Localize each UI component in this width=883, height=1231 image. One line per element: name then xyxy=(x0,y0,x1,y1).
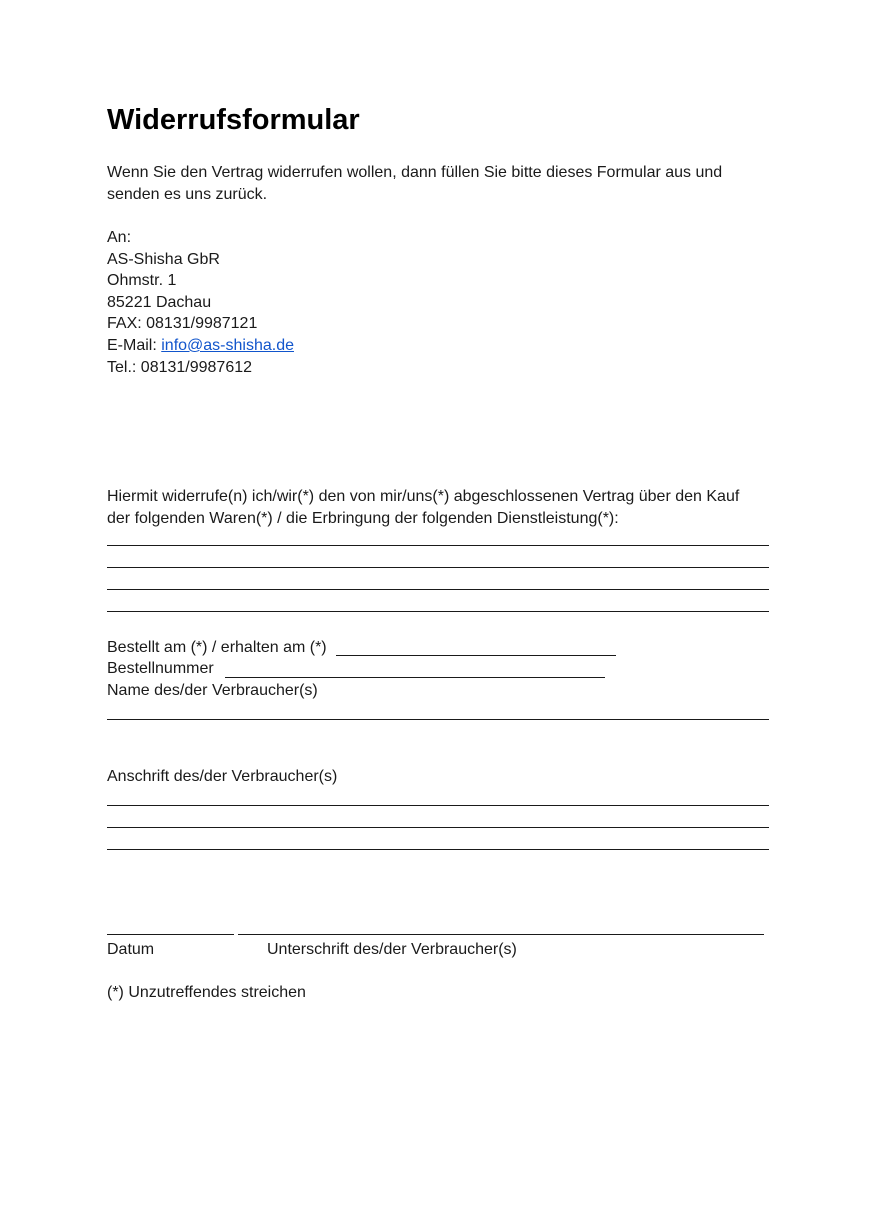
consumer-name-label: Name des/der Verbraucher(s) xyxy=(107,682,318,699)
address-email-label: E-Mail: xyxy=(107,336,162,354)
address-fax: FAX: 08131/9987121 xyxy=(107,315,258,333)
consumer-address-field[interactable] xyxy=(107,827,769,828)
document-title: Widerrufsformular xyxy=(107,104,360,136)
address-email-row xyxy=(107,335,294,357)
consumer-address-label: Anschrift des/der Verbraucher(s) xyxy=(107,768,338,785)
ordered-label: Bestellt am (*) / erhalten am (*) xyxy=(107,639,327,656)
statement-line-1: Hiermit widerrufe(n) ich/wir(*) den von mir/uns(*) abgeschlossenen Vertrag über den Kauf xyxy=(107,488,740,505)
intro-line-1: Wenn Sie den Vertrag widerrufen wollen, dann füllen Sie bitte dieses Formular aus und xyxy=(107,164,723,181)
footnote: (*) Unzutreffendes streichen xyxy=(107,984,306,1001)
ordered-date-field[interactable] xyxy=(336,655,616,656)
order-number-field[interactable] xyxy=(225,677,605,678)
consumer-address-field[interactable] xyxy=(107,849,769,850)
address-phone: Tel.: 08131/9987612 xyxy=(107,358,253,376)
withdrawal-statement xyxy=(107,486,739,529)
goods-fill-line[interactable] xyxy=(107,589,769,590)
address-company: AS-Shisha GbR xyxy=(107,250,220,268)
date-field[interactable] xyxy=(107,934,234,935)
consumer-name-field[interactable] xyxy=(107,719,769,720)
statement-line-2: der folgenden Waren(*) / die Erbringung der folgenden Dienstleistung(*): xyxy=(107,509,619,527)
intro-line-2: senden es uns zurück. xyxy=(107,185,268,203)
address-street: Ohmstr. 1 xyxy=(107,272,177,290)
date-label: Datum xyxy=(107,941,155,958)
goods-fill-line[interactable] xyxy=(107,611,769,612)
address-to-label: An: xyxy=(107,229,132,246)
goods-fill-line[interactable] xyxy=(107,567,769,568)
email-link[interactable]: info@as-shisha.de xyxy=(161,336,294,354)
signature-label: Unterschrift des/der Verbraucher(s) xyxy=(267,941,517,958)
address-city: 85221 Dachau xyxy=(107,293,212,311)
consumer-address-field[interactable] xyxy=(107,805,769,806)
recipient-address xyxy=(107,227,294,378)
signature-field[interactable] xyxy=(238,934,764,935)
order-number-label: Bestellnummer xyxy=(107,660,214,677)
goods-fill-line[interactable] xyxy=(107,545,769,546)
intro-paragraph xyxy=(107,162,722,205)
